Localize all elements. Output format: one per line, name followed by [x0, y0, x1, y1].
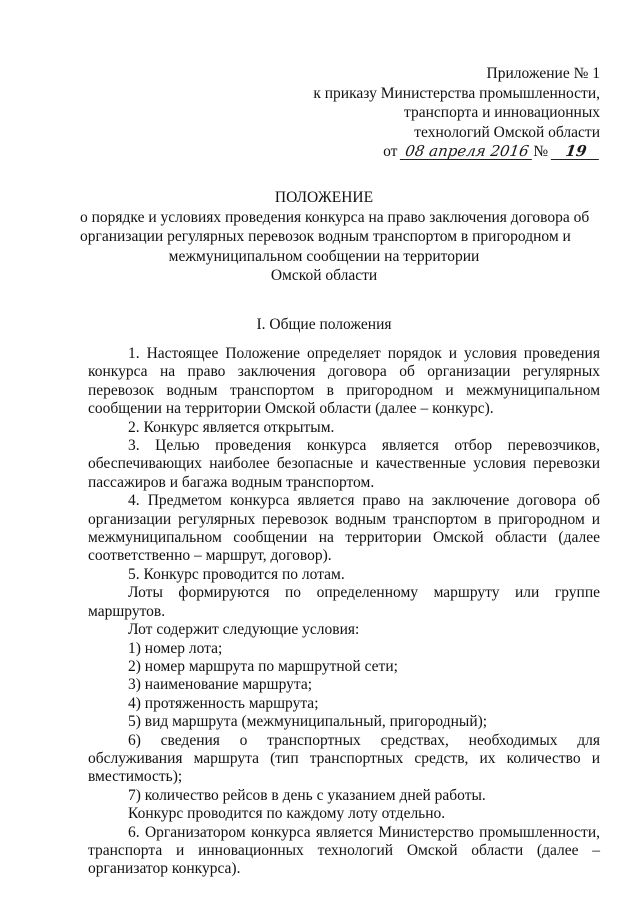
paragraph: 4. Предметом конкурса является право на заключение договора об организации регулярных перевозок водным транспортом в пригородном и межмуниципальном сообщении на территории Омской области (далее соответственно – маршрут, договор). — [88, 492, 600, 565]
title-main: ПОЛОЖЕНИЕ — [274, 189, 374, 206]
paragraph: Лот содержит следующие условия: — [128, 621, 360, 639]
list-item: 7) количество рейсов в день с указанием дней работы. — [128, 786, 486, 804]
paragraph: 6. Организатором конкурса является Министерство промышленности, транспорта и инновационных технологий Омской области (далее – организатор конкурса). — [88, 823, 600, 878]
list-item: 4) протяженность маршрута; — [128, 694, 319, 712]
list-item: 6) сведения о транспортных средствах, необходимых для обслуживания маршрута (тип транспортных средств, их количество и вместимость); — [88, 731, 600, 786]
title-subtitle-4: Омской области — [270, 267, 378, 284]
document-title — [80, 188, 590, 286]
number-sign: № — [533, 143, 549, 160]
ministry-name-end: технологий Омской области — [414, 123, 600, 141]
ministry-name-part: транспорта и инновационных — [404, 104, 600, 121]
list-item: 1) номер лота; — [128, 639, 223, 657]
paragraph: 5. Конкурс проводится по лотам. — [128, 565, 345, 583]
list-item: 3) наименование маршрута; — [128, 676, 313, 694]
handwritten-order-number: 19 — [551, 143, 601, 160]
paragraph: 2. Конкурс является открытым. — [128, 418, 335, 436]
handwritten-date: 08 апреля 2016 — [400, 143, 534, 160]
title-subtitle-3: межмуниципальном сообщении на территории — [168, 247, 480, 265]
appendix-header — [280, 64, 600, 162]
order-reference: к приказу Министерства промышленности, — [313, 84, 600, 102]
paragraph: Лоты формируются по определенному маршруту или группе маршрутов. — [88, 584, 600, 620]
date-prefix: от — [383, 143, 398, 160]
document-body — [88, 345, 600, 879]
paragraph: 3. Целью проведения конкурса является отбор перевозчиков, обеспечивающих наиболее безопасные и качественные условия перевозки пассажиров и багажа водным транспортом. — [88, 437, 600, 491]
section-heading: I. Общие положения — [256, 316, 392, 333]
order-date-line — [280, 142, 600, 162]
appendix-number: Приложение № 1 — [486, 65, 600, 82]
list-item: 2) номер маршрута по маршрутной сети; — [128, 657, 398, 675]
list-item: 5) вид маршрута (межмуниципальный, пригородный); — [128, 713, 488, 731]
paragraph: 1. Настоящее Положение определяет порядок и условия проведения конкурса на право заключения договора об организации регулярных перевозок водным транспортом в пригородном и межмуниципальном сообщении на территории Омской области (далее – конкурс). — [88, 345, 600, 418]
title-subtitle-2: организации регулярных перевозок водным транспортом в пригородном и — [80, 228, 571, 245]
title-subtitle-1: о порядке и условиях проведения конкурса на право заключения договора об — [80, 208, 590, 226]
paragraph: Конкурс проводится по каждому лоту отдельно. — [128, 805, 446, 823]
